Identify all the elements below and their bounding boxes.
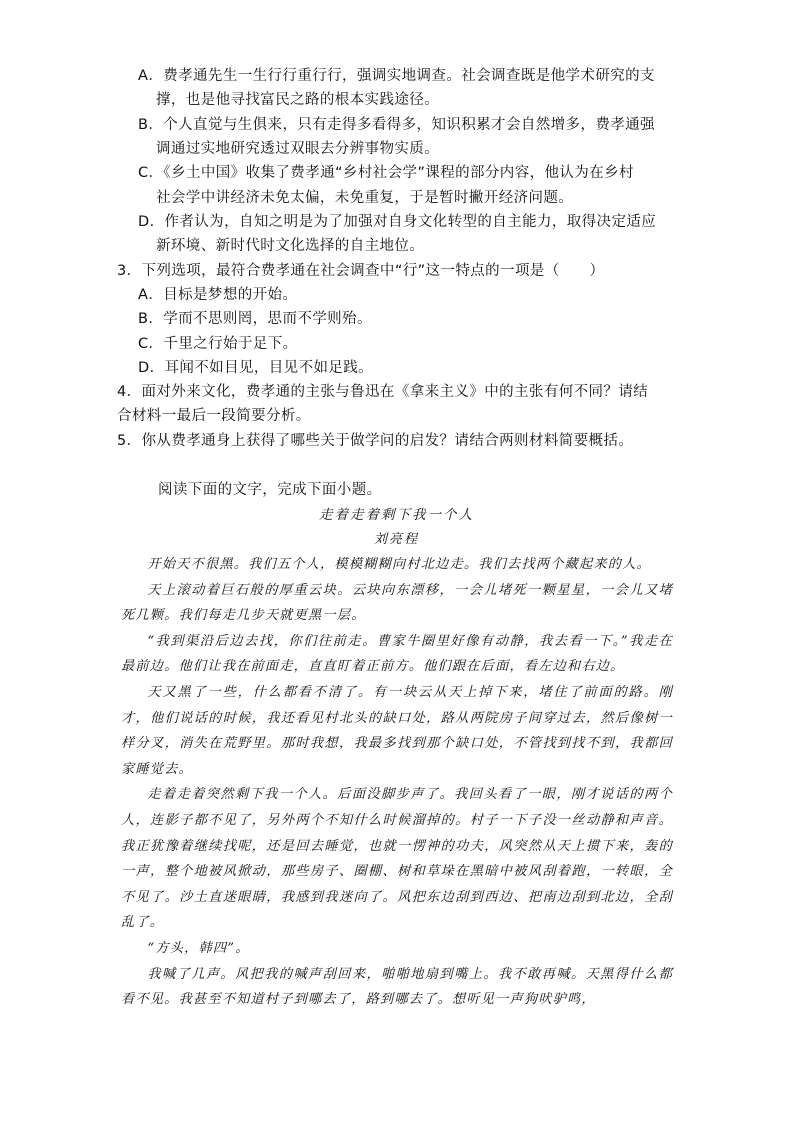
story-title: 走着走着剩下我一个人 xyxy=(319,507,474,523)
story-body xyxy=(121,552,673,1013)
q2-option-b-line2: 调通过实地研究透过双眼去分辨事物实质。 xyxy=(156,141,440,157)
story-paragraph: 天又黑了一些，什么都看不清了。有一块云从天上掉下来，堵住了前面的路。刚才，他们说话的时候，我还看见村北头的缺口处，路从两院房子间穿过去，然后像树一样分叉，消失在荒野里。那时我想，我最多找到那个缺口处，不管找到找不到，我都回家睡觉去。 xyxy=(121,684,673,777)
q3-option-c: C．千里之行始于足下。 xyxy=(138,336,298,352)
q5-question: 5．你从费孝通身上获得了哪些关于做学问的启发？请结合两则材料简要概括。 xyxy=(117,433,634,449)
reading-instruction: 阅读下面的文字，完成下面小题。 xyxy=(158,482,382,498)
q2-option-a-line2: 撑，也是他寻找富民之路的根本实践途径。 xyxy=(156,92,440,108)
story-author: 刘亮程 xyxy=(373,532,419,547)
q2-option-a-line1: A．费孝通先生一生行行重行行，强调实地调查。社会调查既是他学术研究的支 xyxy=(138,68,655,84)
story-paragraph: “我到渠沿后边去找，你们往前走。曹家牛圈里好像有动静，我去看一下。”我走在最前边。他们让我在前面走，直直盯着正前方。他们跟在后面，看左边和右边。 xyxy=(121,633,673,675)
q2-option-d-line2: 新环境、新时代时文化选择的自主地位。 xyxy=(156,238,425,254)
story-paragraph: 走着走着突然剩下我一个人。后面没脚步声了。我回头看了一眼，刚才说话的两个人，连影子都不见了，另外两个不知什么时候溜掉的。村子一下子没一丝动静和声音。我正犹豫着继续找呢，还是回去睡觉，也就一愣神的功夫，风突然从天上掼下来，轰的一声，整个地被风掀动，那些房子、圈棚、树和草垛在黑暗中被风刮着跑，一转眼，全不见了。沙土直迷眼睛，我感到我迷向了。风把东边刮到西边、把南边刮到北边，全刮乱了。 xyxy=(121,787,673,931)
q4-line2: 合材料一最后一段简要分析。 xyxy=(117,408,311,424)
q2-option-c-line1: C．《乡土中国》收集了费孝通“乡村社会学”课程的部分内容，他认为在乡村 xyxy=(138,165,634,181)
story-paragraph: 天上滚动着巨石般的厚重云块。云块向东漂移，一会儿堵死一颗星星，一会儿又堵死几颗。我们每走几步天就更黑一层。 xyxy=(121,582,673,624)
q3-option-b: B．学而不思则罔，思而不学则殆。 xyxy=(138,311,372,327)
q2-option-d-line1: D．作者认为，自知之明是为了加强对自身文化转型的自主能力，取得决定适应 xyxy=(138,214,657,230)
q2-option-b-line1: B．个人直觉与生俱来，只有走得多看得多，知识积累才会自然增多，费孝通强 xyxy=(138,117,655,133)
q3-option-a: A．目标是梦想的开始。 xyxy=(138,287,298,303)
story-paragraph: 开始天不很黑。我们五个人，模模糊糊向村北边走。我们去找两个藏起来的人。 xyxy=(147,557,651,572)
story-paragraph: “方头，韩四”。 xyxy=(147,940,250,956)
q3-stem: 3．下列选项，最符合费孝通在社会调查中“行”这一特点的一项是（ ） xyxy=(117,263,605,279)
story-paragraph: 我喊了几声。风把我的喊声刮回来，啪啪地扇到嘴上。我不敢再喊。天黑得什么都看不见。我甚至不知道村子到哪去了，路到哪去了。想听见一声狗吠驴鸣， xyxy=(121,966,673,1008)
q4-line1: 4．面对外来文化，费孝通的主张与鲁迅在《拿来主义》中的主张有何不同？请结 xyxy=(117,384,649,400)
q3-option-d: D．耳闻不如目见，目见不如足践。 xyxy=(138,360,374,376)
q2-option-c-line2: 社会学中讲经济未免太偏，未免重复，于是暂时撇开经济问题。 xyxy=(156,190,574,206)
